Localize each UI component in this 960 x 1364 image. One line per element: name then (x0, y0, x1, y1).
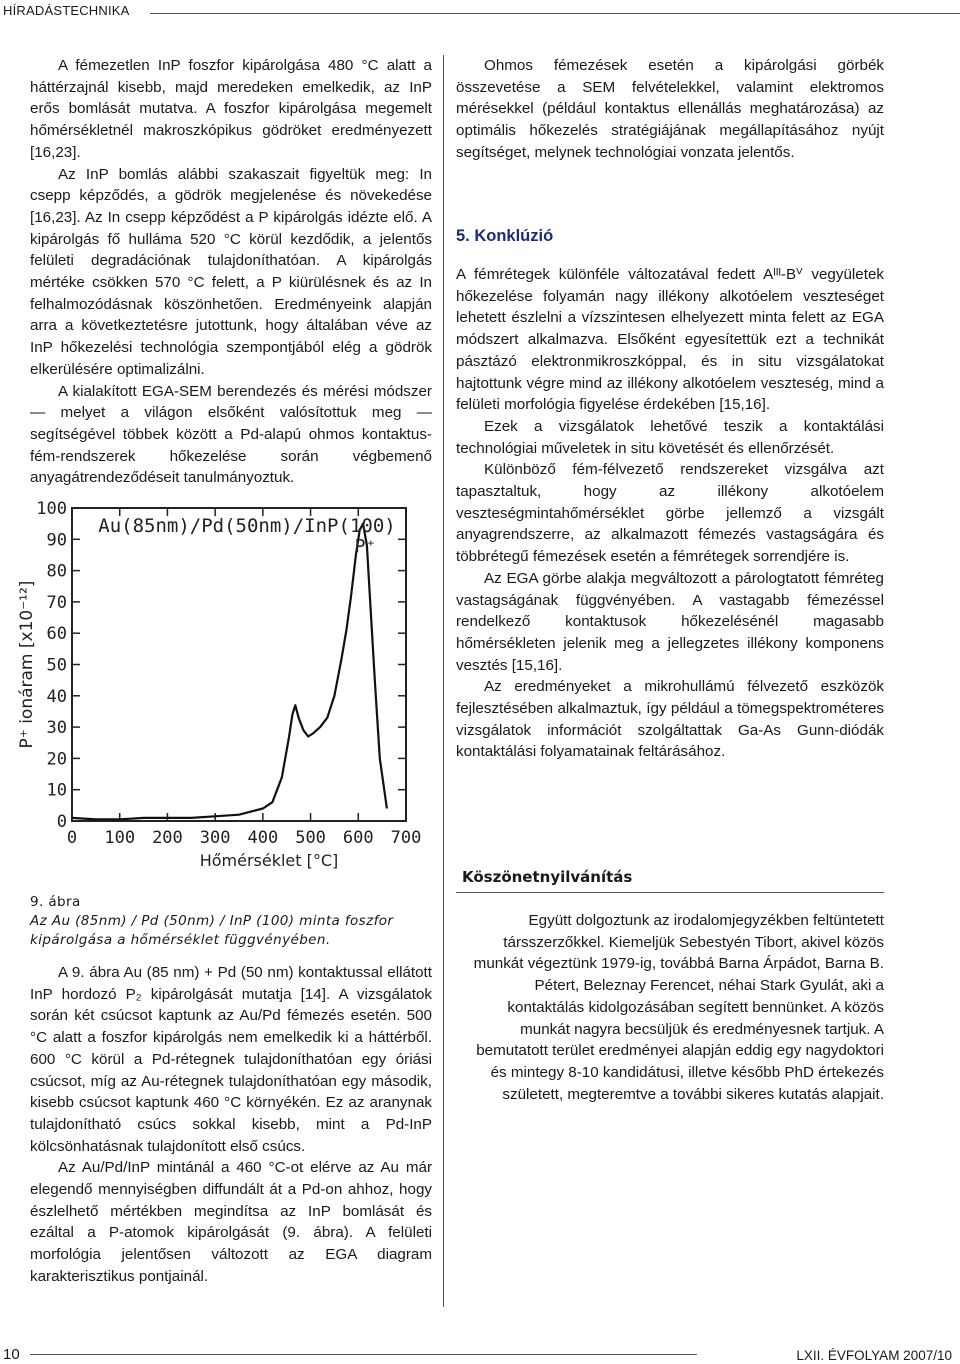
volume-info: LXII. ÉVFOLYAM 2007/10 (796, 1348, 952, 1363)
y-tick-label: 80 (46, 561, 67, 582)
x-tick-label: 600 (342, 828, 374, 848)
acknowledgement-title: Köszönetnyilvánítás (462, 868, 633, 886)
figure-9-chart (8, 498, 428, 876)
paragraph: Ezek a vizsgálatok lehetővé teszik a kontaktálási technológiai műveletek in situ követését és ellenőrzését. (456, 417, 884, 457)
y-tick-label: 30 (46, 718, 67, 739)
paragraph: A 9. ábra Au (85 nm) + Pd (50 nm) kontaktussal ellátott InP hordozó P₂ kipárolgását mutatja [14]. A vizsgálatok során két csúcsot kaptunk az Au/Pd fémezés esetén. 500 °C alatt a foszfor kipárolgás nem emelkedik ki a háttérből. 600 °C körül a Pd-rétegnek tulajdoníthatóan egy óriási csúcsot, míg az Au-rétegnek tulajdoníthatóan egy második, kisebb csúcsot kaptunk 460 °C környékén. Ez az aranynak tulajdonítható csúcs sokkal kisebb, mint a Pd-InP kölcsönhatásnak tulajdonított első csúcs. (30, 964, 432, 1155)
x-tick-label: 500 (295, 828, 326, 848)
paragraph: Az InP bomlás alábbi szakaszait figyeltük meg: In csepp képződés, a gödrök megjelenése és növekedése [16,23]. Az In csepp képződést a P kipárolgás idézte elő. A kipárolgás fő hulláma 520 °C körül kezdődik, a jelentős felületi degradációnak tulajdoníthatóan. A kipárolgás mértéke csökken 570 °C felett, a P kiürülésnek és az In felhalmozódásnak köszönhetően. Eredményeink alapján arra a következtetésre jutottunk, hogy általában véve az InP hőkezelési technológia szempontjából elég a gödrök elkerülésére optimalizálni. (30, 165, 432, 378)
y-tick-label: 40 (46, 686, 67, 707)
paragraph: Különböző fém-félvezető rendszereket vizsgálva azt tapasztaltuk, hogy az illékony alkotóelem veszteségmintahőmérséklet görbe jellemző a vizsgált anyagrendszerre, az alkalmazott fémezés vastagságára és többrétegű fémezések esetén a fémrétegek sorrendjére is. (456, 461, 884, 566)
right-column-text (456, 55, 884, 164)
y-tick-label: 60 (46, 624, 67, 645)
y-axis-label: P⁺ ionáram [x10⁻¹²] (17, 580, 37, 749)
y-tick-label: 20 (46, 749, 67, 770)
peak-annotation: P⁺ (354, 535, 377, 557)
x-tick-label: 0 (66, 828, 78, 848)
paragraph: A fémrétegek különféle változatával fedett Aᴵᴵᴵ-Bⱽ vegyületek hőkezelése folyamán nagy illékony alkotóelem veszteséget lehetett észlelni a vízszintesen elhelyezett minta felett az EGA módszert alkalmazva. Elsőként egyesítettük ezt a technikát pásztázó elektronmikroszkóppal, és in situ vizsgálatokat hajtottunk végre mind az illékony alkotóelem veszteség, mind a felületi morfológia figyelése érdekében [15,16]. (456, 266, 884, 414)
series-line (72, 524, 387, 820)
left-column-text-lower (30, 962, 432, 1288)
y-tick-label: 10 (46, 780, 67, 801)
paragraph: Az Au/Pd/InP mintánál a 460 °C-ot elérve az Au már elegendő mennyiségben diffundált át a Pd-on ahhoz, hogy észlelhető mértékben megindítsa az InP bomlását és ezáltal a P-atomok kipárolgását (9. ábra). A felületi morfológia jelentősen változott az EGA diagram karakterisztikus pontjainál. (30, 1159, 432, 1285)
x-tick-label: 100 (104, 828, 136, 848)
paragraph: A kialakított EGA-SEM berendezés és mérési módszer — melyet a világon elsőként valósítottuk meg — segítségével többek között a Pd-alapú ohmos kontaktus-fém-rendszerek hőkezelése során végbemenő anyagátrendeződéseit tanulmányoztuk. (30, 382, 432, 487)
column-divider (443, 55, 444, 1307)
paragraph: Együtt dolgoztunk az irodalomjegyzékben feltüntetett társszerzőkkel. Kiemeljük Sebestyén Tibort, akivel közös munkát végeztünk 1979-ig, továbbá Barna Árpádot, Barna B. Pétert, Beleznay Ferencet, néhai Stark Gyulát, aki a kontaktálás kidolgozásában segített bennünket. A közös munkát nagyra becsüljük és eredményesnek tartjuk. A bemutatott terület eredményei alapján eddig egy nagydoktori és mintegy 8-10 kandidátusi, illetve később PhD értekezés született, megteremtve a további sikeres kutatás alapjait. (473, 912, 884, 1103)
page-footer (0, 1344, 960, 1364)
x-tick-label: 400 (247, 828, 279, 848)
footer-rule (30, 1354, 697, 1355)
acknowledgement-rule (456, 892, 884, 893)
paragraph: A fémezetlen InP foszfor kipárolgása 480 °C alatt a háttérzajnál kisebb, majd meredeken emelkedik, az InP erős bomlását mutatva. A foszfor kipárolgása megemelt hőmérsékletnél makroszkópikus gödröket eredményezett [16,23]. (30, 57, 432, 161)
x-axis-label: Hőmérséklet [°C] (199, 851, 339, 870)
paragraph: Az eredményeket a mikrohullámú félvezető eszközök fejlesztésében alkalmaztuk, így például a tömegspektrométeres vizsgálatok információt szolgáltattak Ga-As Gunn-diódák kontaktálási folyamatainak feltárásához. (456, 678, 884, 761)
x-tick-label: 300 (199, 828, 231, 848)
chart-title: Au(85nm)/Pd(50nm)/InP(100) (98, 515, 396, 537)
paragraph: Az EGA görbe alakja megváltozott a párologtatott fémréteg vastagságának függvényében. A vastagabb fémezéssel rendelkező kontaktusok hőkezelésénél magasabb hőmérsékleten jelenik meg a jellegzetes illékony komponens vesztés [15,16]. (456, 569, 884, 674)
header-rule (150, 13, 960, 14)
y-tick-label: 90 (46, 530, 67, 551)
x-tick-label: 700 (390, 828, 422, 848)
page-header (0, 0, 960, 26)
x-tick-label: 200 (152, 828, 183, 848)
left-column-text (30, 55, 432, 489)
conclusion-text (456, 264, 884, 763)
y-tick-label: 100 (36, 499, 67, 519)
figure-caption-text: Az Au (85nm) / Pd (50nm) / InP (100) minta foszfor kipárolgása a hőmérséklet függvényében. (30, 913, 394, 948)
y-tick-label: 0 (56, 812, 67, 832)
y-tick-label: 70 (46, 592, 67, 613)
paragraph: Ohmos fémezések esetén a kipárolgási görbék összevetése a SEM felvételekkel, valamint elektromos mérésekkel (például kontaktus ellenállás meghatározása) az optimális hőkezelés stratégiájának megállapításához nyújt segítséget, melynek technológiai vonzata jelentős. (456, 57, 884, 161)
chart-svg (8, 498, 428, 876)
figure-caption (30, 893, 432, 950)
y-tick-label: 50 (46, 655, 67, 676)
page-number: 10 (3, 1346, 20, 1363)
acknowledgement-text (456, 910, 884, 1105)
figure-number: 9. ábra (30, 894, 81, 910)
section-heading: 5. Konklúzió (456, 227, 554, 245)
section-title: HÍRADÁSTECHNIKA (3, 3, 130, 18)
